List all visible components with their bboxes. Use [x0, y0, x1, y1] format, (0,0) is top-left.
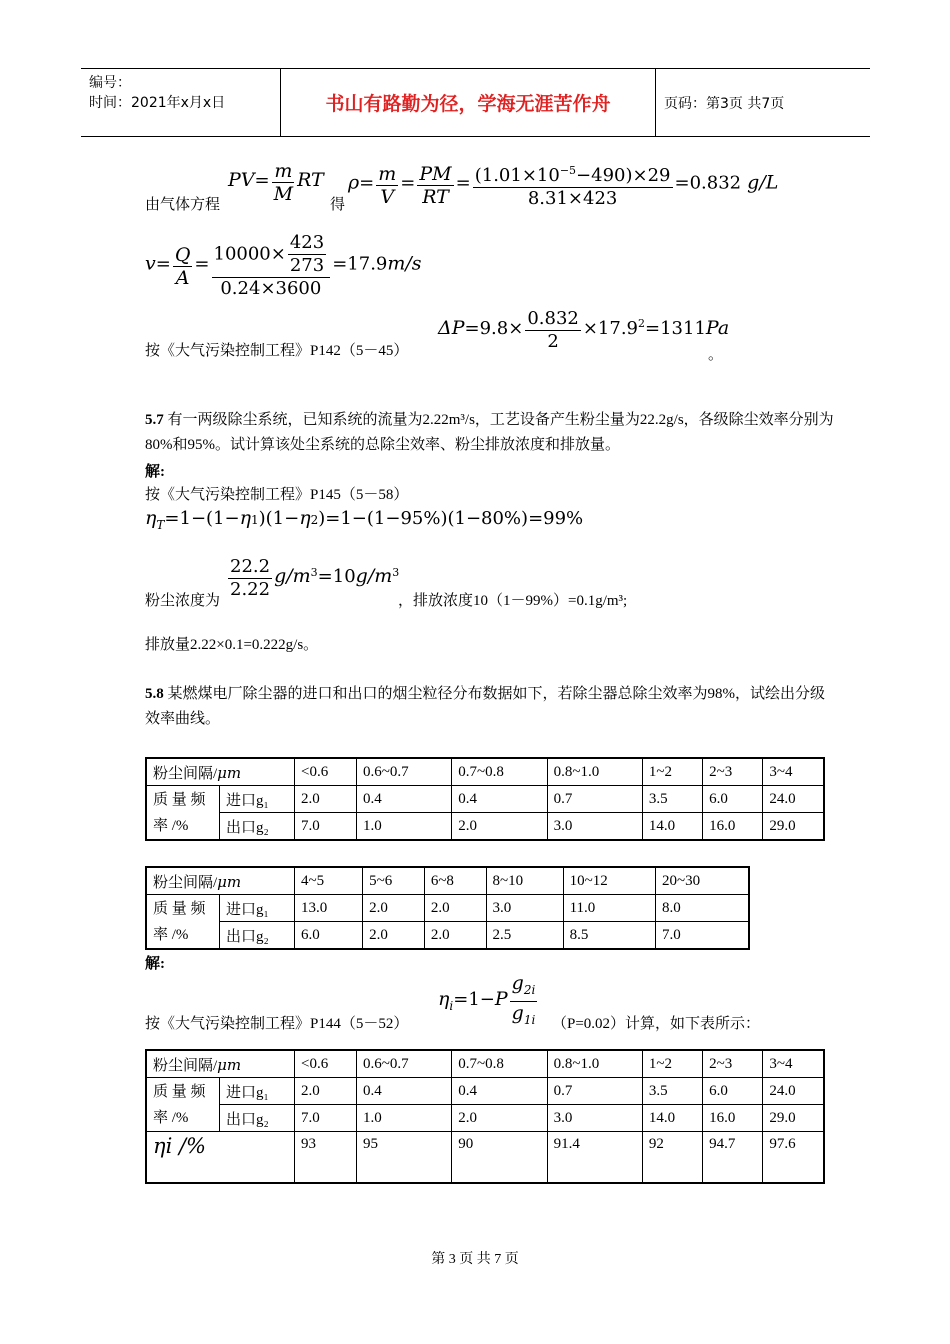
- table-cell: 8.0: [656, 895, 750, 922]
- table-cell: 20~30: [656, 867, 750, 895]
- solution-label-2: 解:: [145, 956, 165, 972]
- problem-5-7-number: 5.7: [145, 412, 164, 428]
- table-cell: 29.0: [763, 1105, 824, 1132]
- table-cell: 93: [295, 1132, 357, 1184]
- table-cell: 0.6~0.7: [356, 1050, 451, 1078]
- table-cell: 1~2: [642, 758, 702, 786]
- header-label-text: 粉尘间隔/: [153, 1057, 218, 1074]
- table-cell: 2.0: [363, 895, 425, 922]
- row-group-label: 质 量 频 率 /%: [146, 895, 220, 950]
- table-cell: 3~4: [763, 1050, 824, 1078]
- header-label-text: 粉尘间隔/: [153, 874, 218, 891]
- table-cell: 2.0: [452, 813, 547, 841]
- table-row: [146, 1105, 824, 1132]
- table-cell: 13.0: [295, 895, 363, 922]
- header-number: 编号：: [89, 75, 131, 91]
- table-cell: 29.0: [763, 813, 824, 841]
- header-motto: 书山有路勤为径，学海无涯苦作舟: [281, 69, 656, 136]
- table-cell: 6.0: [703, 1078, 763, 1105]
- table-cell: 7.0: [295, 1105, 357, 1132]
- table-cell: 6~8: [424, 867, 486, 895]
- conc-label: 粉尘浓度为: [145, 593, 221, 609]
- table-cell: 2.0: [295, 1078, 357, 1105]
- row-group-label: 质 量 频 率 /%: [146, 1078, 220, 1132]
- table-cell: 11.0: [563, 895, 655, 922]
- eta-label: ηi /%: [153, 1134, 207, 1158]
- problem-5-7-text: 有一两级除尘系统，已知系统的流量为2.22m³/s，工艺设备产生粉尘量为22.2g/s，各级除尘效率分别为80%和95%。试计算该处尘系统的总除尘效率、粉尘排放浓度和排放量。: [145, 412, 834, 453]
- table-row: [146, 1078, 824, 1105]
- dp-label: 按《大气污染控制工程》P142（5－45）: [145, 343, 409, 359]
- table-cell: 0.4: [452, 786, 547, 813]
- table-cell: 2.0: [424, 895, 486, 922]
- table-cell: 10~12: [563, 867, 655, 895]
- table-cell: 0.7: [547, 786, 642, 813]
- row-group-label: 质 量 频 率 /%: [146, 786, 220, 841]
- header-time: 时间：2021年x月x日: [89, 95, 226, 111]
- table-cell: 0.7~0.8: [452, 1050, 547, 1078]
- table-cell: 3.0: [486, 895, 563, 922]
- problem-5-8-text: 某燃煤电厂除尘器的进口和出口的烟尘粒径分布数据如下，若除尘器总除尘效率为98%，试绘出分级效率曲线。: [145, 686, 825, 727]
- table-cell: <0.6: [295, 758, 357, 786]
- table-cell: 6.0: [295, 922, 363, 950]
- table-cell: 24.0: [763, 1078, 824, 1105]
- table-cell: 8~10: [486, 867, 563, 895]
- row-label-out: 出口g₂: [220, 1105, 295, 1132]
- table-header-label: [146, 867, 295, 895]
- table-cell: 0.4: [356, 1078, 451, 1105]
- table-header-label: [146, 1050, 295, 1078]
- table-cell: 0.4: [452, 1078, 547, 1105]
- row-label-in: 进口g₁: [220, 786, 295, 813]
- table-cell: 2.5: [486, 922, 563, 950]
- table-cell: 7.0: [656, 922, 750, 950]
- table-cell: 92: [642, 1132, 702, 1184]
- gas-eq-label: 由气体方程: [145, 197, 221, 213]
- table-row: [146, 867, 749, 895]
- problem-5-8-number: 5.8: [145, 686, 164, 702]
- table-cell: 16.0: [703, 813, 763, 841]
- formula-velocity: v= $\frac{Q}{A}$ = 10000× $\frac{423}{273}$ 0.24×3600 =17.9m/s: [145, 232, 422, 299]
- table-cell: 3.5: [642, 786, 702, 813]
- table-cell: 0.6~0.7: [356, 758, 451, 786]
- header-meta: [81, 69, 281, 136]
- table-row: [146, 1050, 824, 1078]
- gas-eq-de: 得: [330, 197, 346, 213]
- page-footer: 第 3 页 共 7 页: [431, 1252, 519, 1267]
- table-cell: 7.0: [295, 813, 357, 841]
- table-row: [146, 922, 749, 950]
- table-cell: 2.0: [295, 786, 357, 813]
- table-cell: 6.0: [703, 786, 763, 813]
- table-cell: 2.0: [452, 1105, 547, 1132]
- row-label-in: 进口g₁: [220, 895, 295, 922]
- table-cell: 16.0: [703, 1105, 763, 1132]
- table-cell: 2~3: [703, 1050, 763, 1078]
- table-cell: <0.6: [295, 1050, 357, 1078]
- header-unit: μm: [217, 872, 242, 891]
- row-label-in: 进口g₁: [220, 1078, 295, 1105]
- table-cell: 95: [356, 1132, 451, 1184]
- formula-pv: PV= $\frac{m}{M}$ RT: [228, 160, 324, 205]
- table-cell: 3~4: [763, 758, 824, 786]
- header-page-info: 页码：第3页 共7页: [664, 95, 785, 112]
- formula-rho: ρ= $\frac{m}{V}$ = $\frac{PM}{RT}$ = $\frac{(1.01\times 10^{-5}-490)\times 29}{8.31\times 423}$ =0.832 g/L: [348, 160, 778, 210]
- header-label-text: 粉尘间隔/: [153, 765, 218, 782]
- page-header: [81, 68, 870, 137]
- table-cell: 0.8~1.0: [547, 758, 642, 786]
- table-cell: 3.0: [547, 1105, 642, 1132]
- table-header-label: [146, 758, 295, 786]
- eta-row-label: [146, 1132, 295, 1184]
- table-row: [146, 1132, 824, 1184]
- p57-ref: 按《大气污染控制工程》P145（5－58）: [145, 487, 409, 503]
- emission-text: 排放量2.22×0.1=0.222g/s。: [145, 637, 319, 653]
- table-cell: 0.7~0.8: [452, 758, 547, 786]
- table-cell: 3.5: [642, 1078, 702, 1105]
- header-unit: μm: [217, 763, 242, 782]
- p58-ref: 按《大气污染控制工程》P144（5－52）: [145, 1016, 409, 1032]
- table-cell: 0.8~1.0: [547, 1050, 642, 1078]
- header-unit: μm: [217, 1055, 242, 1074]
- table-row: [146, 895, 749, 922]
- table-cell: 14.0: [642, 1105, 702, 1132]
- formula-dp: ΔP=9.8× $\frac{0.832}{2}$ $\times 17.9^2=1311Pa$: [438, 308, 730, 352]
- problem-5-7: [145, 408, 835, 458]
- row-label-out: 出口g₂: [220, 922, 295, 950]
- dp-end: 。: [708, 347, 724, 363]
- table-cell: 24.0: [763, 786, 824, 813]
- table-row: [146, 813, 824, 841]
- row-label-out: 出口g₂: [220, 813, 295, 841]
- table-cell: 90: [452, 1132, 547, 1184]
- table-cell: 4~5: [295, 867, 363, 895]
- table-cell: 0.4: [356, 786, 451, 813]
- formula-eta-i: $\eta_i=1-P$ $\frac{g_{2i}}{g_{1i}}$: [438, 972, 536, 1027]
- table-cell: 1~2: [642, 1050, 702, 1078]
- conc-tail: ，排放浓度10（1－99%）=0.1g/m³;: [398, 593, 628, 609]
- table-cell: 91.4: [547, 1132, 642, 1184]
- table-cell: 3.0: [547, 813, 642, 841]
- table-cell: 5~6: [363, 867, 425, 895]
- table-cell: 2.0: [363, 922, 425, 950]
- table-cell: 97.6: [763, 1132, 824, 1184]
- solution-label-1: 解:: [145, 464, 165, 480]
- table-row: [146, 758, 824, 786]
- table-cell: 94.7: [703, 1132, 763, 1184]
- table-cell: 0.7: [547, 1078, 642, 1105]
- distribution-table-1: [145, 757, 825, 841]
- table-cell: 8.5: [563, 922, 655, 950]
- table-cell: 2.0: [424, 922, 486, 950]
- table-cell: 14.0: [642, 813, 702, 841]
- formula-concentration: $\frac{22.2}{2.22}$ $g/m^3=10g/m^3$: [230, 556, 400, 600]
- table-cell: 1.0: [356, 813, 451, 841]
- table-row: [146, 786, 824, 813]
- distribution-table-2: [145, 866, 750, 950]
- efficiency-table: [145, 1049, 825, 1184]
- table-cell: 1.0: [356, 1105, 451, 1132]
- formula-eta-total: $\eta_T=1-(1-\eta 1)(1-\eta 2)=1-(1-95\%)(1-80\%)=99\%$: [145, 507, 584, 532]
- problem-5-8: [145, 682, 835, 732]
- table-cell: 2~3: [703, 758, 763, 786]
- p58-ref-tail: （P=0.02）计算，如下表所示：: [552, 1016, 761, 1032]
